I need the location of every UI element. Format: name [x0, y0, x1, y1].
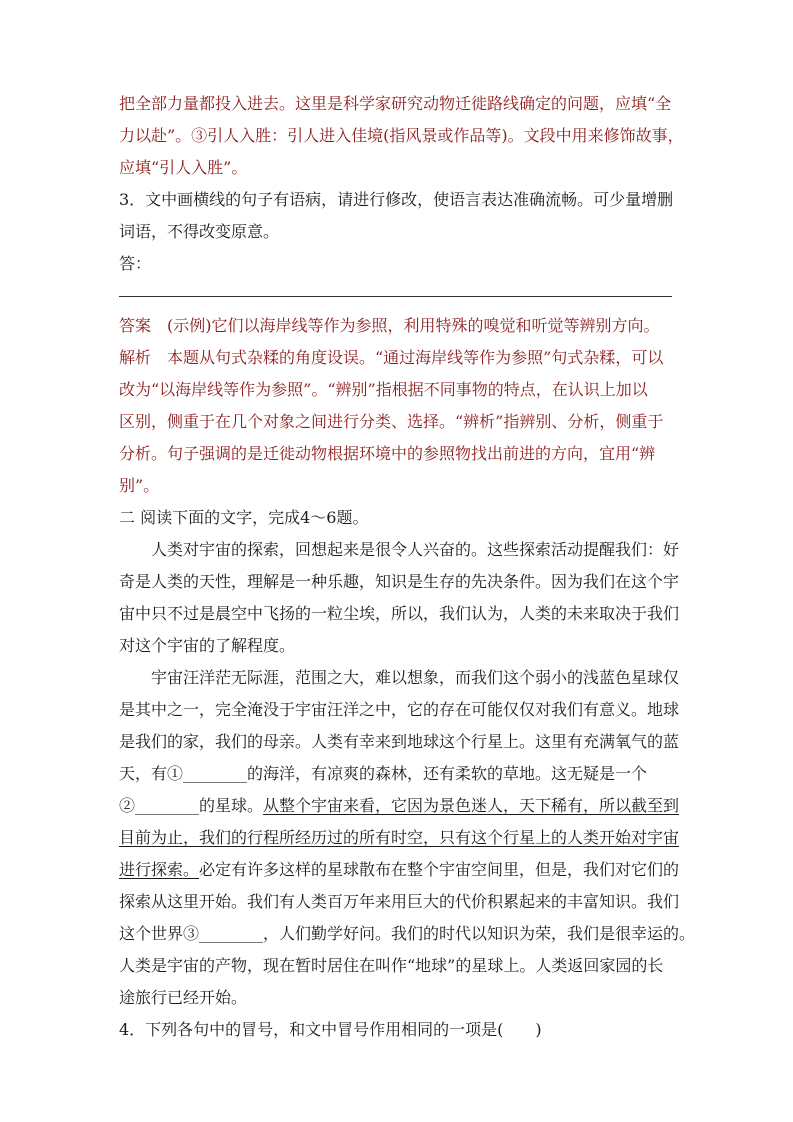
passage-line: 奇是人类的天性，理解是一种乐趣，知识是生存的先决条件。因为我们在这个宇 [119, 572, 680, 591]
passage-line: 是我们的家，我们的母亲。人类有幸来到地球这个行星上。这里有充满氧气的蓝 [119, 732, 680, 751]
answer-text: 答案 (示例)它们以海岸线等作为参照，利用特殊的嗅觉和听觉等辨别方向。 [119, 316, 660, 335]
analysis-text: 解析 本题从句式杂糅的角度设误。“通过海岸线等作为参照”句式杂糅，可以 [119, 348, 664, 367]
analysis-text: 分析。句子强调的是迁徙动物根据环境中的参照物找出前进的方向，宜用“辨 [119, 444, 656, 463]
passage-line: 宇宙汪洋茫无际涯，范围之大，难以想象，而我们这个弱小的浅蓝色星球仅 [151, 668, 680, 687]
passage-line: 这个世界③________，人们勤学好问。我们的时代以知识为荣，我们是很幸运的。 [119, 924, 696, 943]
passage-line: 对这个宇宙的了解程度。 [119, 636, 296, 655]
analysis-text: 改为“以海岸线等作为参照”。“辨别”指根据不同事物的特点，在认识上加以 [119, 380, 648, 399]
text-line: 把全部力量都投入进去。这里是科学家研究动物迁徙路线确定的问题，应填“全 [119, 94, 672, 113]
text-line: 力以赴”。③引人入胜：引人进入佳境(指风景或作品等)。文段中用来修饰故事， [119, 126, 684, 145]
section-heading: 二 阅读下面的文字，完成4～6题。 [119, 508, 369, 527]
passage-text: 必定有许多这样的星球散布在整个宇宙空间里，但是，我们对它们的 [199, 860, 680, 879]
answer-line-rule [119, 296, 672, 297]
passage-line: 宙中只不过是晨空中飞扬的一粒尘埃，所以，我们认为，人类的未来取决于我们 [119, 604, 680, 623]
analysis-text: 别”。 [119, 476, 160, 495]
passage-text: ②________的星球。 [119, 796, 264, 815]
question-text: 3．文中画横线的句子有语病，请进行修改，使语言表达准确流畅。可少量增删 [119, 190, 674, 209]
passage-line [119, 796, 679, 816]
text-line: 应填“引人入胜”。 [119, 158, 248, 177]
passage-line: 人类对宇宙的探索，回想起来是很令人兴奋的。这些探索活动提醒我们：好 [151, 540, 680, 559]
answer-label: 答： [119, 254, 152, 273]
passage-line: 途旅行已经开始。 [119, 988, 248, 1007]
passage-line: 人类是宇宙的产物，现在暂时居住在叫作“地球”的星球上。人类返回家园的长 [119, 956, 664, 975]
analysis-text: 区别，侧重于在几个对象之间进行分类、选择。“辨析”指辨别、分析，侧重于 [119, 412, 664, 431]
passage-line: 天，有①________的海洋，有凉爽的森林，还有柔软的草地。这无疑是一个 [119, 764, 648, 783]
underlined-sentence: 从整个宇宙来看，它因为景色迷人，天下稀有，所以截至到 [263, 796, 680, 815]
underlined-sentence: 进行探索。 [119, 860, 200, 879]
passage-line: 是其中之一，完全淹没于宇宙汪洋之中，它的存在可能仅仅对我们有意义。地球 [119, 700, 680, 719]
passage-line [119, 860, 679, 880]
question-text: 4．下列各句中的冒号，和文中冒号作用相同的一项是( ) [119, 1020, 542, 1039]
passage-line [119, 828, 679, 848]
passage-line: 探索从这里开始。我们有人类百万年来用巨大的代价积累起来的丰富知识。我们 [119, 892, 680, 911]
underlined-sentence: 目前为止，我们的行程所经历过的所有时空，只有这个行星上的人类开始对宇宙 [119, 828, 680, 847]
question-text: 词语，不得改变原意。 [119, 222, 280, 241]
